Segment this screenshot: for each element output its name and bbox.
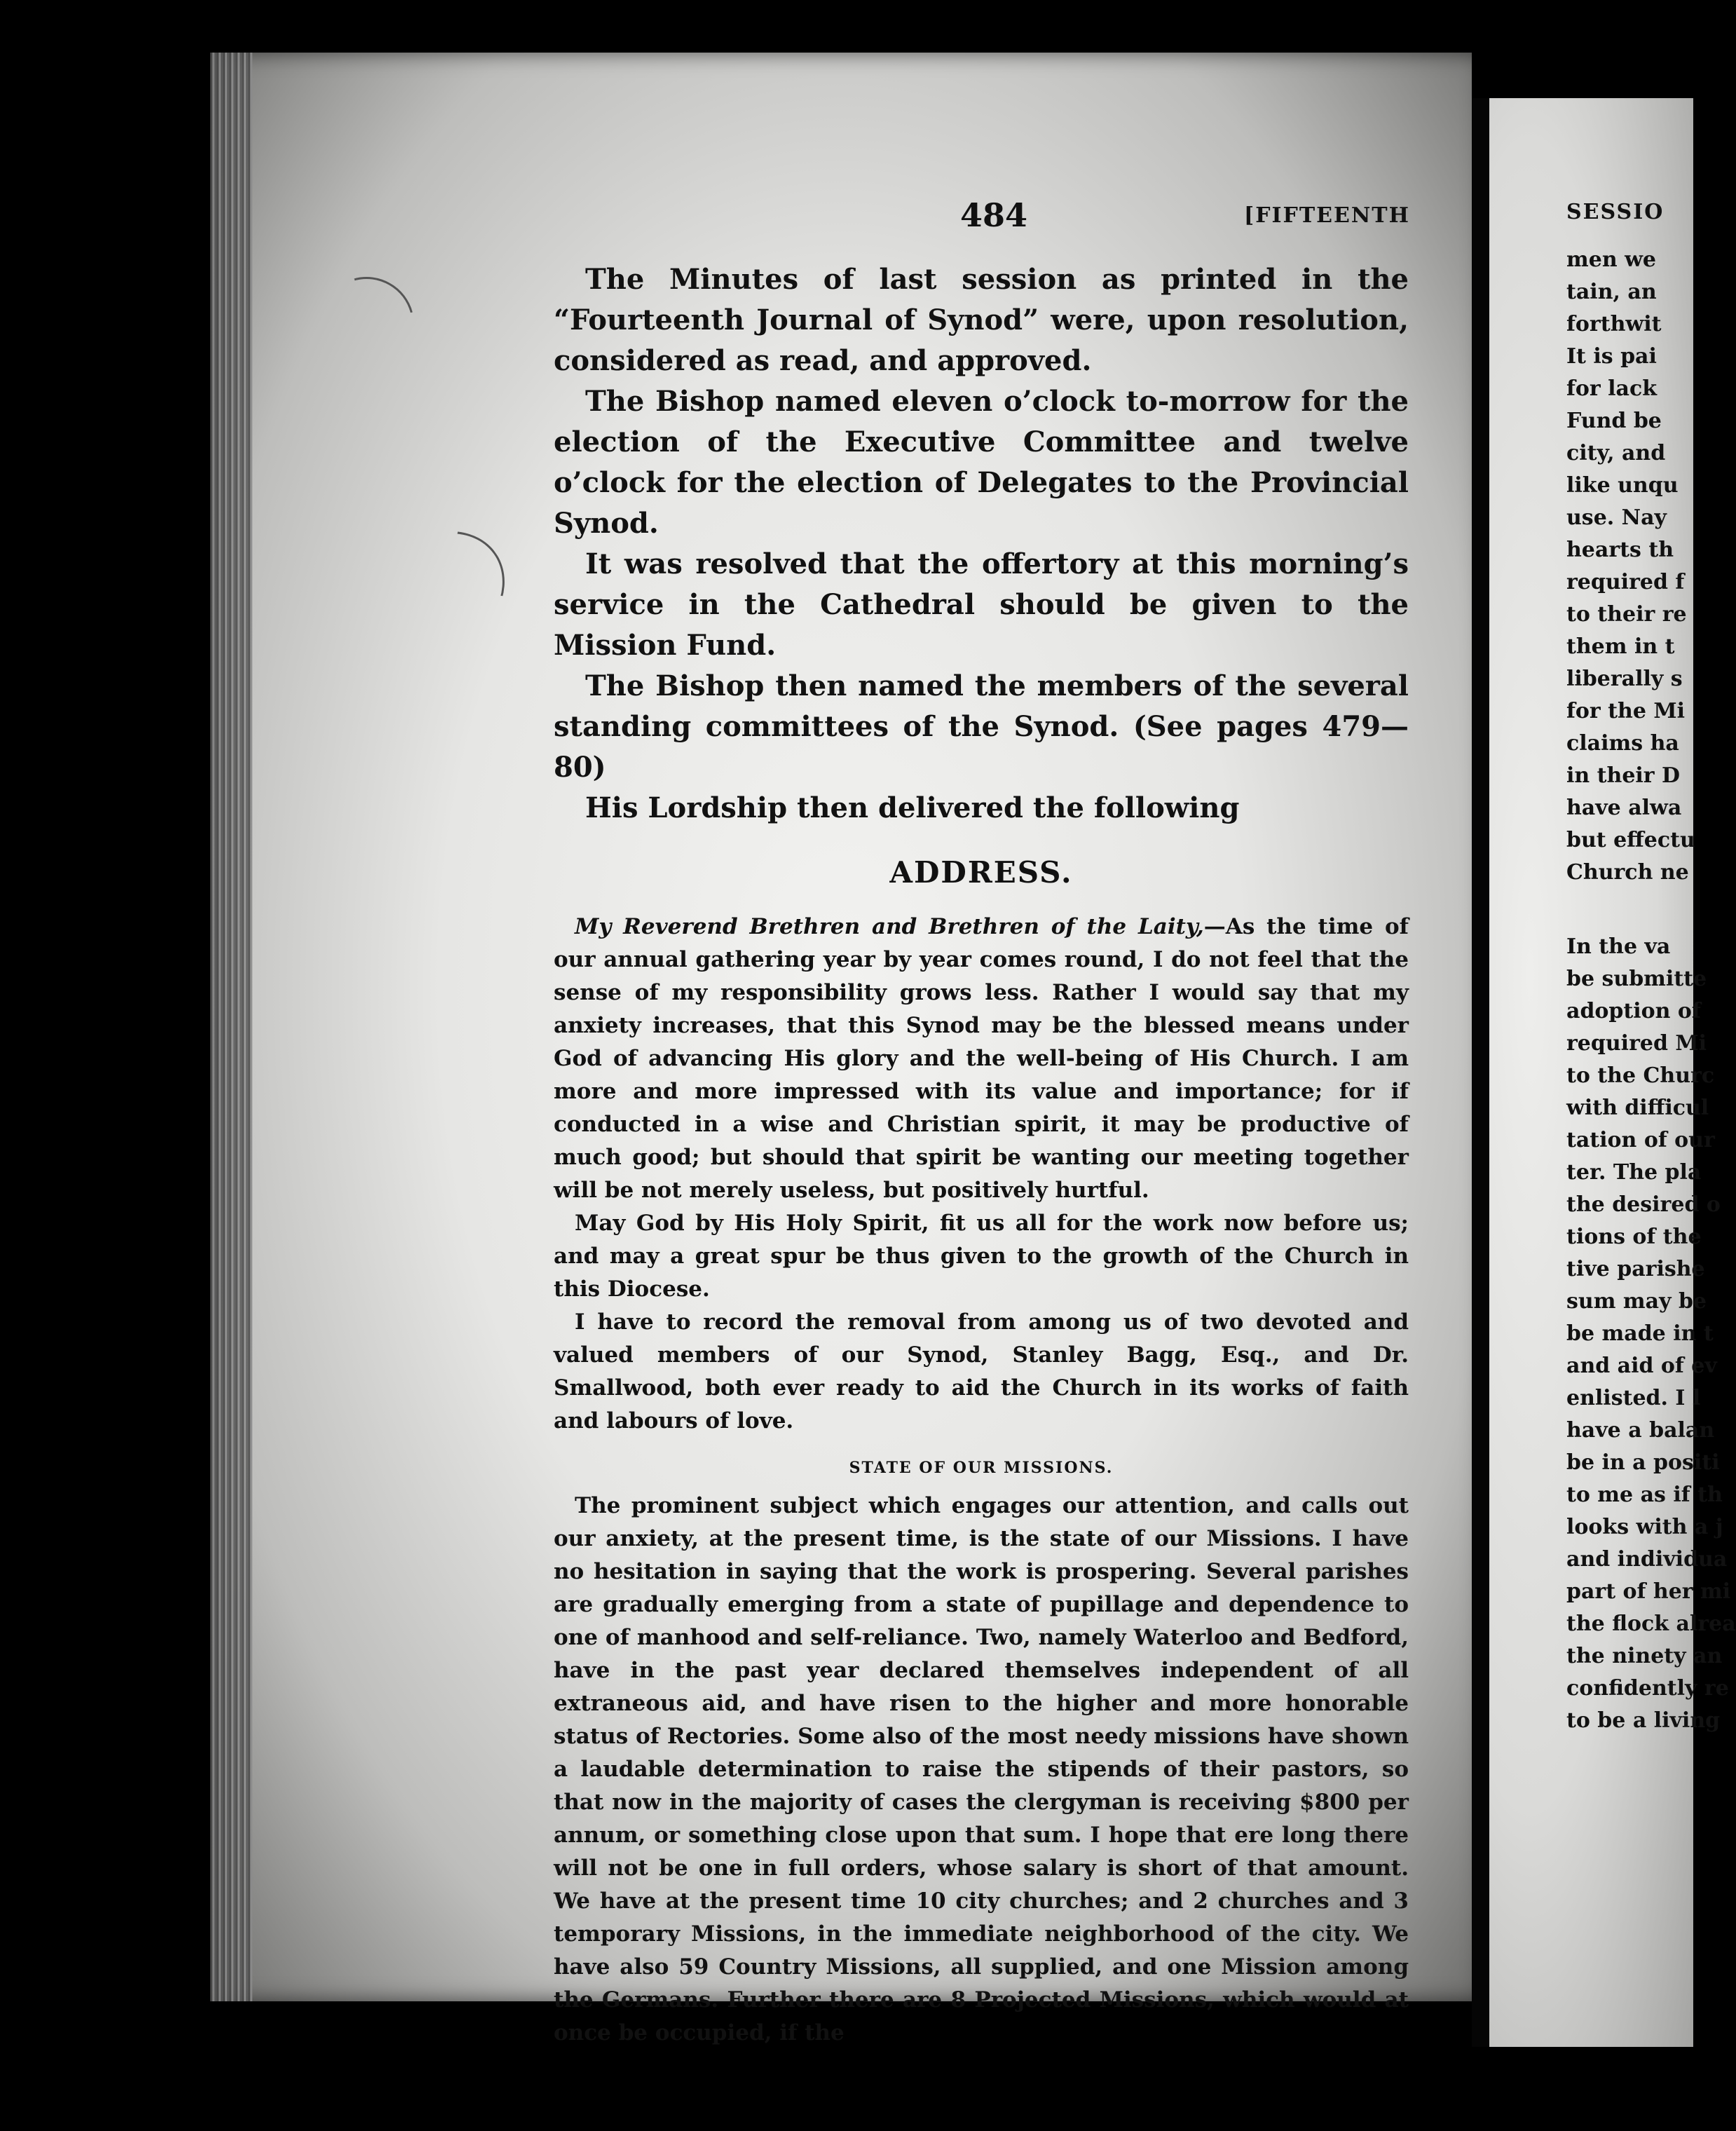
right-text-line: and aid of ev xyxy=(1566,1354,1717,1378)
minutes-paragraph: The Minutes of last session as printed in the “Fourteenth Journal of Synod” were, upon resolution, considered as read, and approved. xyxy=(554,263,1409,377)
right-text-line: with difficul xyxy=(1566,1096,1709,1120)
committees-paragraph: The Bishop then named the members of the several standing committees of the Synod. (See pages 479—80) xyxy=(554,669,1409,784)
right-text-line: enlisted. I l xyxy=(1566,1386,1701,1410)
book-binding xyxy=(210,53,252,2001)
right-text-line: the ninety an xyxy=(1566,1644,1723,1668)
right-text-line: for the Mi xyxy=(1566,699,1685,723)
right-text-line: tation of our xyxy=(1566,1128,1715,1152)
page-number: 484 xyxy=(960,196,1028,234)
right-text-line: Fund be xyxy=(1566,409,1662,433)
right-text-line: part of her mi xyxy=(1566,1579,1731,1604)
missions-heading: STATE OF OUR MISSIONS. xyxy=(849,1459,1114,1477)
right-text-line: looks with a j xyxy=(1566,1515,1723,1539)
right-text-line: hearts th xyxy=(1566,538,1674,562)
right-text-line: Church ne xyxy=(1566,860,1689,885)
right-text-line: claims ha xyxy=(1566,731,1679,756)
right-text-line: for lack xyxy=(1566,376,1658,401)
removal-paragraph: I have to record the removal from among us of two devoted and valued members of our Synod, Stanley Bagg, Esq., and Dr. Smallwood, both ever ready to aid the Church in its works of faith and labours of love. xyxy=(554,1309,1409,1434)
right-text-line: ter. The pla xyxy=(1566,1160,1702,1185)
right-text-line: In the va xyxy=(1566,934,1671,959)
right-text-line: be made in t xyxy=(1566,1321,1714,1346)
right-text-line: confidently re xyxy=(1566,1676,1729,1701)
right-text-line: to be a living xyxy=(1566,1708,1721,1733)
right-text-line: have a balan xyxy=(1566,1418,1715,1443)
right-text-line: be in a positi xyxy=(1566,1450,1720,1475)
right-text-line: liberally s xyxy=(1566,667,1683,691)
right-text-line: city, and xyxy=(1566,441,1666,465)
address-paragraph xyxy=(554,911,1409,1207)
right-text-line: have alwa xyxy=(1566,796,1682,820)
right-text-bottom xyxy=(1566,931,1736,1737)
right-text-line: forthwit xyxy=(1566,312,1662,336)
page-body xyxy=(554,259,1409,2050)
address-heading: ADDRESS. xyxy=(889,855,1073,890)
right-text-line: adoption of xyxy=(1566,999,1701,1023)
page-gutter xyxy=(1472,98,1489,2047)
right-text-line: to their re xyxy=(1566,602,1687,627)
right-text-line: use. Nay xyxy=(1566,505,1667,530)
right-text-line: sum may be xyxy=(1566,1289,1707,1314)
right-text-line: them in t xyxy=(1566,634,1675,659)
right-text-line: the desired o xyxy=(1566,1192,1721,1217)
offertory-paragraph: It was resolved that the offertory at this morning’s service in the Cathedral should be given to the Mission Fund. xyxy=(554,547,1409,662)
running-head: [FIFTEENTH xyxy=(1244,203,1410,228)
right-page-column xyxy=(1566,200,1736,1737)
right-text-line: It is pai xyxy=(1566,344,1657,369)
prayer-paragraph: May God by His Holy Spirit, fit us all for the work now before us; and may a great spur be thus given to the growth of the Church in this Diocese. xyxy=(554,1211,1409,1302)
missions-paragraph: The prominent subject which engages our attention, and calls out our anxiety, at the present time, is the state of our Missions. I have no hesitation in saying that the work is prospering. Several parishes are gradually emerging from a state of pupillage and dependence to one of manhood and self-reliance. Two, namely Waterloo and Bedford, have in the past year declared themselves independent of all extraneous aid, and have risen to the higher and more honorable status of Rectories. Some also of the most needy missions have shown a laudable determination to raise the stipends of their pastors, so that now in the majority of cases the clergyman is receiving $800 per annum, or something close upon that sum. I hope that ere long there will not be one in full orders, whose salary is short of that amount. We have at the present time 10 city churches; and 2 churches and 3 temporary Missions, in the immediate neighborhood of the city. We have also 59 Country Missions, all supplied, and one Mission among the Germans. Further there are 8 Projected Missions, which would at once be occupied, if the xyxy=(554,1493,1409,2045)
right-running-head: SESSIO xyxy=(1566,200,1665,224)
right-text-line: in their D xyxy=(1566,763,1681,788)
right-text-line: tain, an xyxy=(1566,280,1657,304)
right-text-line: required f xyxy=(1566,570,1685,594)
right-text-line: required Mi xyxy=(1566,1031,1707,1056)
right-text-top xyxy=(1566,244,1700,889)
right-text-line: be submitte xyxy=(1566,967,1707,991)
right-text-line: tive parishe xyxy=(1566,1257,1705,1281)
address-paragraph-text: —As the time of our annual gathering year by year comes round, I do not feel that the sense of my responsibility grows less. Rather I would say that my anxiety increases, that this Synod may be the blessed means under God of advancing His glory and the well-being of His Church. I am more and more impressed with its value and importance; for if conducted in a wise and Christian spirit, it may be productive of much good; but should that spirit be wanting our meeting together will be not merely useless, but positively hurtful. xyxy=(554,914,1409,1203)
right-text-line: and individua xyxy=(1566,1547,1728,1572)
right-text-line: to me as if th xyxy=(1566,1483,1723,1507)
election-paragraph: The Bishop named eleven o’clock to-morrow for the election of the Executive Committee and twelve o’clock for the election of Delegates to the Provincial Synod. xyxy=(554,385,1409,540)
right-paragraph-gap xyxy=(1566,889,1700,931)
address-lead-in: My Reverend Brethren and Brethren of the Laity, xyxy=(575,914,1204,939)
right-text-line: the flock alrea xyxy=(1566,1612,1736,1636)
right-text-line: like unqu xyxy=(1566,473,1679,498)
right-text-line: tions of the xyxy=(1566,1225,1702,1249)
right-text-line: to the Churc xyxy=(1566,1063,1715,1088)
right-text-line: men we xyxy=(1566,247,1656,272)
right-text-line: but effectu xyxy=(1566,828,1695,852)
lordship-paragraph: His Lordship then delivered the following xyxy=(585,791,1240,824)
